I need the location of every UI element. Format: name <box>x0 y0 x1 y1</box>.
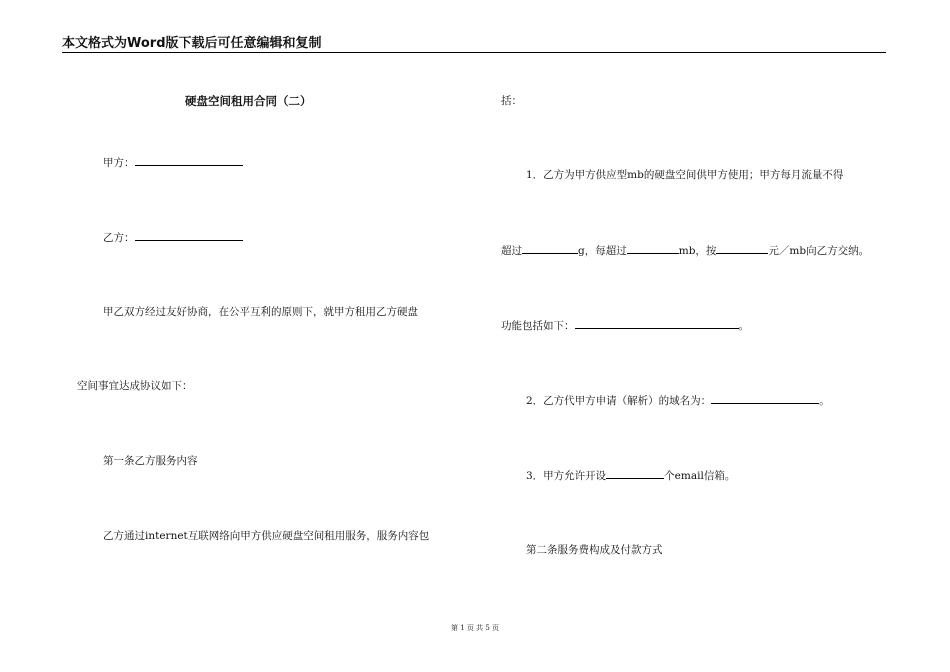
domain-label: 2．乙方代甲方申请（解析）的域名为： <box>526 395 712 407</box>
item1-line3 <box>501 318 749 333</box>
functions-blank <box>575 318 739 329</box>
item1-text-a: 超过 <box>501 245 522 257</box>
item1-text-d: 元／mb向乙方交纳。 <box>768 245 870 257</box>
item3-line <box>526 468 735 483</box>
email-label: 3．甲方允许开设 <box>526 470 607 482</box>
para1-line2: 空间事宜达成协议如下： <box>77 380 193 392</box>
item1-text-b: g，每超过 <box>578 245 627 257</box>
item1-text-c: mb，按 <box>678 245 717 257</box>
item1-line2 <box>501 243 869 258</box>
party-a-line <box>103 155 243 170</box>
para1-line1: 甲乙双方经过友好协商，在公平互利的原则下，就甲方租用乙方硬盘 <box>103 306 418 318</box>
email-count-blank <box>606 468 664 479</box>
party-b-line <box>103 230 243 245</box>
page-header-title: 本文格式为Word版下载后可任意编辑和复制 <box>62 36 322 51</box>
article-2-heading: 第二条服务费构成及付款方式 <box>526 544 663 556</box>
header-divider <box>62 52 886 53</box>
party-a-label: 甲方： <box>103 157 135 169</box>
item1-line1: 1．乙方为甲方供应型mb的硬盘空间供甲方使用；甲方每月流量不得 <box>526 169 844 181</box>
article-1-heading: 第一条乙方服务内容 <box>103 455 198 467</box>
domain-end: 。 <box>819 395 830 407</box>
item2-line <box>526 393 830 408</box>
email-text: 个email信箱。 <box>664 470 736 482</box>
functions-end: 。 <box>738 320 749 332</box>
excess-mb-blank <box>627 243 679 254</box>
para2-line1: 乙方通过internet互联网络向甲方供应硬盘空间租用服务，服务内容包 <box>103 530 430 542</box>
party-b-label: 乙方： <box>103 232 135 244</box>
party-b-blank <box>135 230 243 241</box>
functions-label: 功能包括如下： <box>501 320 575 332</box>
price-per-mb-blank <box>716 243 768 254</box>
domain-blank <box>711 393 819 404</box>
page-number: 第 1 页 共 5 页 <box>450 624 500 632</box>
para2-continuation: 括： <box>501 95 522 107</box>
traffic-limit-blank <box>522 243 578 254</box>
party-a-blank <box>135 155 243 166</box>
document-title: 硬盘空间租用合同（二） <box>185 94 312 108</box>
